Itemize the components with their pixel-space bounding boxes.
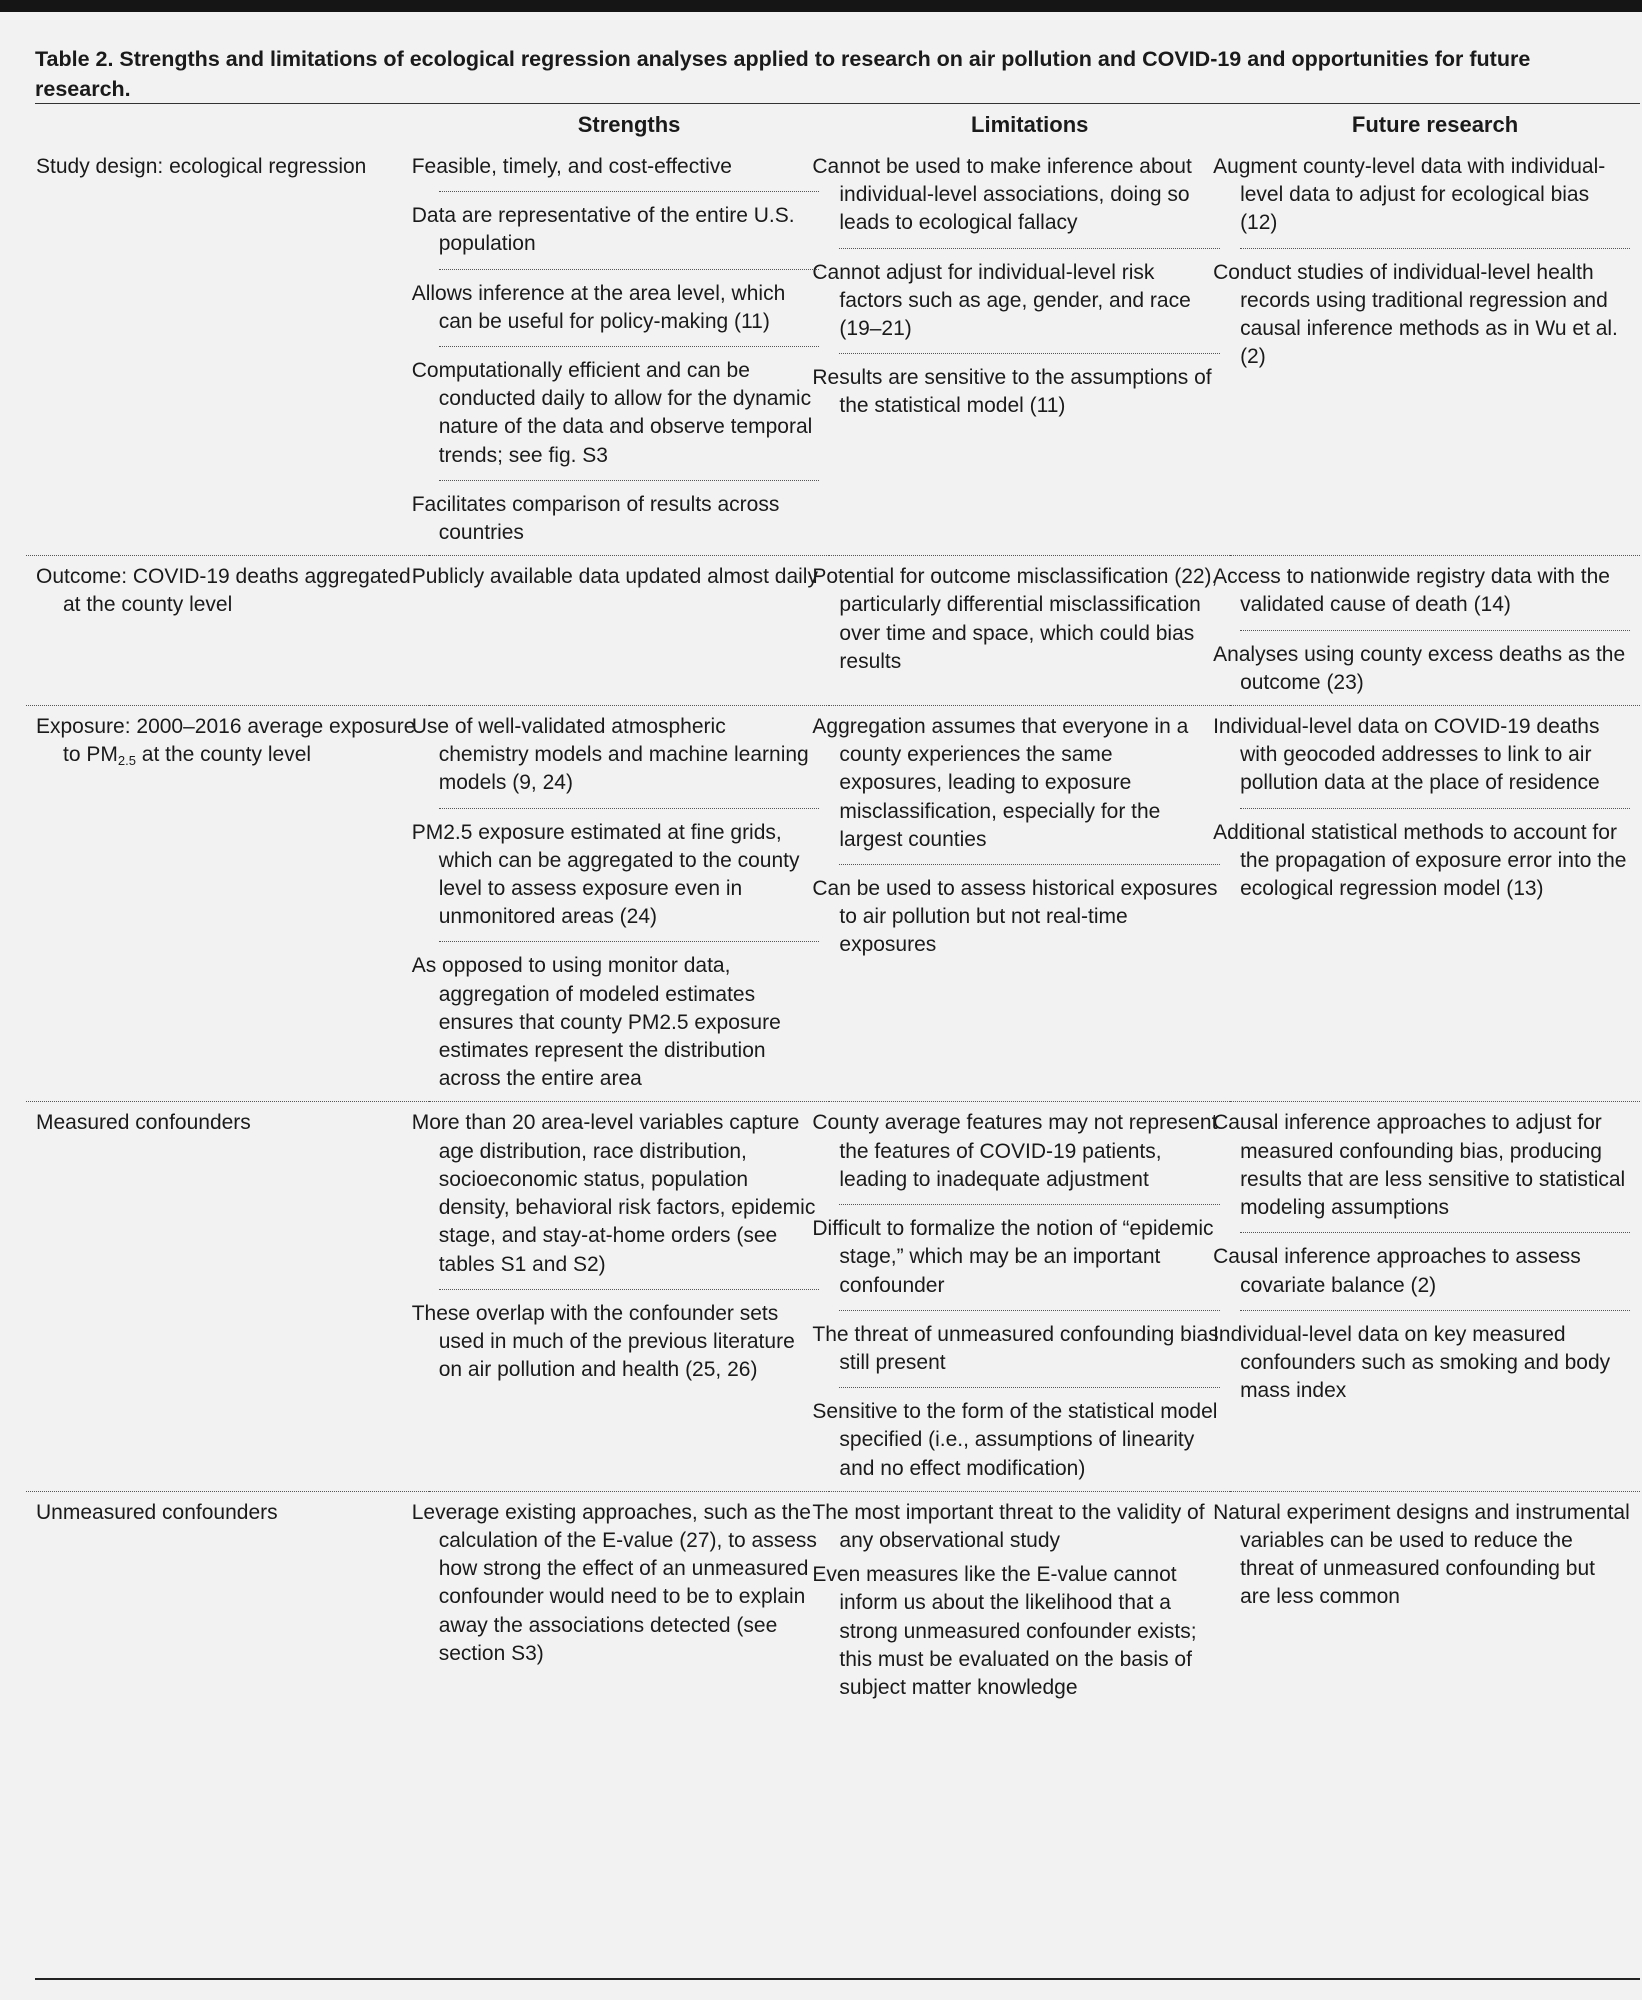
table-row <box>26 146 1640 556</box>
future-item: Natural experiment designs and instrumental variables can be used to reduce the threat of unmeasured confounding but are less common <box>1213 1500 1630 1609</box>
strengths-cell <box>411 1491 830 1710</box>
limitation-item: Cannot be used to make inference about individual-level associations, doing so leads to ecological fallacy <box>812 155 1192 235</box>
header-future-research: Future research <box>1351 112 1519 137</box>
row-label-pre: Exposure: 2000–2016 average exposure to PM <box>36 715 416 767</box>
future-item: Additional statistical methods to account for the propagation of exposure error into the ecological regression model (13) <box>1240 808 1630 904</box>
limitation-item: County average features may not represent the features of COVID-19 patients, leading to inadequate adjustment <box>812 1111 1218 1191</box>
future-cell <box>1213 706 1640 1102</box>
limitations-cell <box>812 1102 1230 1491</box>
future-item: Access to nationwide registry data with the validated cause of death (14) <box>1213 565 1610 617</box>
header-limitations: Limitations <box>971 112 1089 137</box>
limitation-item: Results are sensitive to the assumptions of the statistical model (11) <box>839 353 1220 420</box>
strength-item: PM2.5 exposure estimated at fine grids, which can be aggregated to the county level to assess exposure even in unmonitored areas (24) <box>439 808 820 932</box>
strengths-cell <box>411 1102 830 1491</box>
header-strengths: Strengths <box>577 112 681 137</box>
table-row <box>26 1491 1640 1710</box>
strength-item: Publicly available data updated almost daily <box>411 565 818 589</box>
row-label <box>26 706 429 1102</box>
table-row <box>26 1102 1640 1491</box>
limitation-item: Even measures like the E-value cannot inform us about the likelihood that a strong unmeasured confounder exists; this must be evaluated on the basis of subject matter knowledge <box>812 1563 1197 1699</box>
strength-item: Data are representative of the entire U.S. population <box>439 191 820 258</box>
strength-item: Allows inference at the area level, which can be useful for policy-making (11) <box>439 269 820 336</box>
strength-item: More than 20 area-level variables capture age distribution, race distribution, socioeconomic status, population density, behavioral risk factors, epidemic stage, and stay-at-home orders (see tables S1 and S2) <box>411 1111 816 1276</box>
table-row <box>26 556 1640 706</box>
limitation-item: Can be used to assess historical exposures to air pollution but not real-time exposures <box>839 864 1220 960</box>
strength-item: Feasible, timely, and cost-effective <box>411 155 732 178</box>
future-item: Individual-level data on key measured confounders such as smoking and body mass index <box>1240 1310 1630 1406</box>
future-cell <box>1213 1491 1640 1710</box>
row-label-sub: 2.5 <box>117 753 136 769</box>
data-table <box>26 106 1640 1710</box>
row-label: Study design: ecological regression <box>36 155 367 178</box>
limitation-item: Cannot adjust for individual-level risk factors such as age, gender, and race (19–21) <box>839 248 1220 344</box>
bottom-rule <box>35 1978 1640 1980</box>
strength-item: These overlap with the confounder sets used in much of the previous literature on air pollution and health (25, 26) <box>439 1289 820 1385</box>
row-label: Unmeasured confounders <box>26 1491 429 1710</box>
header-empty <box>26 106 429 146</box>
table-row <box>26 706 1640 1102</box>
future-item: Causal inference approaches to adjust for measured confounding bias, producing results that are less sensitive to statistical modeling assumptions <box>1213 1111 1626 1220</box>
strength-item: Use of well-validated atmospheric chemistry models and machine learning models (9, 24) <box>411 715 809 795</box>
future-item: Individual-level data on COVID-19 deaths with geocoded addresses to link to air pollution data at the place of residence <box>1213 715 1600 795</box>
limitation-item: The most important threat to the validity of any observational study <box>812 1500 1205 1552</box>
strengths-cell <box>411 146 830 556</box>
future-item: Augment county-level data with individual-level data to adjust for ecological bias (12) <box>1213 155 1606 235</box>
limitation-item: Difficult to formalize the notion of “epidemic stage,” which may be an important confounder <box>839 1204 1220 1300</box>
strength-item: Leverage existing approaches, such as the calculation of the E-value (27), to assess how strong the effect of an unmeasured confounder would need to be to explain away the associations detected (see section S3) <box>411 1500 817 1665</box>
row-label: Measured confounders <box>26 1102 429 1491</box>
future-cell <box>1213 556 1640 706</box>
limitations-cell <box>812 556 1230 706</box>
future-item: Analyses using county excess deaths as the outcome (23) <box>1240 630 1630 697</box>
future-item: Conduct studies of individual-level health records using traditional regression and causal inference methods as in Wu et al. (2) <box>1240 248 1630 372</box>
header-row <box>26 106 1640 146</box>
limitation-item: Potential for outcome misclassification (22), particularly differential misclassification over time and space, which could bias results <box>812 565 1218 673</box>
future-cell <box>1213 146 1640 556</box>
limitation-item: Sensitive to the form of the statistical model specified (i.e., assumptions of linearity and no effect modification) <box>839 1387 1220 1483</box>
strength-item: Facilitates comparison of results across countries <box>439 480 820 547</box>
future-item: Causal inference approaches to assess covariate balance (2) <box>1240 1232 1630 1299</box>
limitation-item: Aggregation assumes that everyone in a county experiences the same exposures, leading to exposure misclassification, especially for the largest counties <box>812 715 1189 851</box>
limitations-cell <box>812 706 1230 1102</box>
strengths-cell <box>411 706 830 1102</box>
row-label: Outcome: COVID-19 deaths aggregated at the county level <box>26 556 429 706</box>
limitation-item: The threat of unmeasured confounding bias still present <box>839 1310 1220 1377</box>
limitations-cell <box>812 146 1230 556</box>
strengths-cell <box>411 556 830 706</box>
row-label-post: at the county level <box>135 743 312 767</box>
strength-item: As opposed to using monitor data, aggregation of modeled estimates ensures that county PM2.5 exposure estimates represent the distribution across the entire area <box>439 941 820 1093</box>
limitations-cell <box>812 1491 1230 1710</box>
caption-rule <box>35 103 1640 104</box>
future-cell <box>1213 1102 1640 1491</box>
table-caption: Table 2. Strengths and limitations of ecological regression analyses applied to research on air pollution and COVID-19 and opportunities for future research. <box>35 47 1531 101</box>
strength-item: Computationally efficient and can be conducted daily to allow for the dynamic nature of the data and observe temporal trends; see fig. S3 <box>439 346 820 470</box>
top-rule <box>0 0 1642 12</box>
